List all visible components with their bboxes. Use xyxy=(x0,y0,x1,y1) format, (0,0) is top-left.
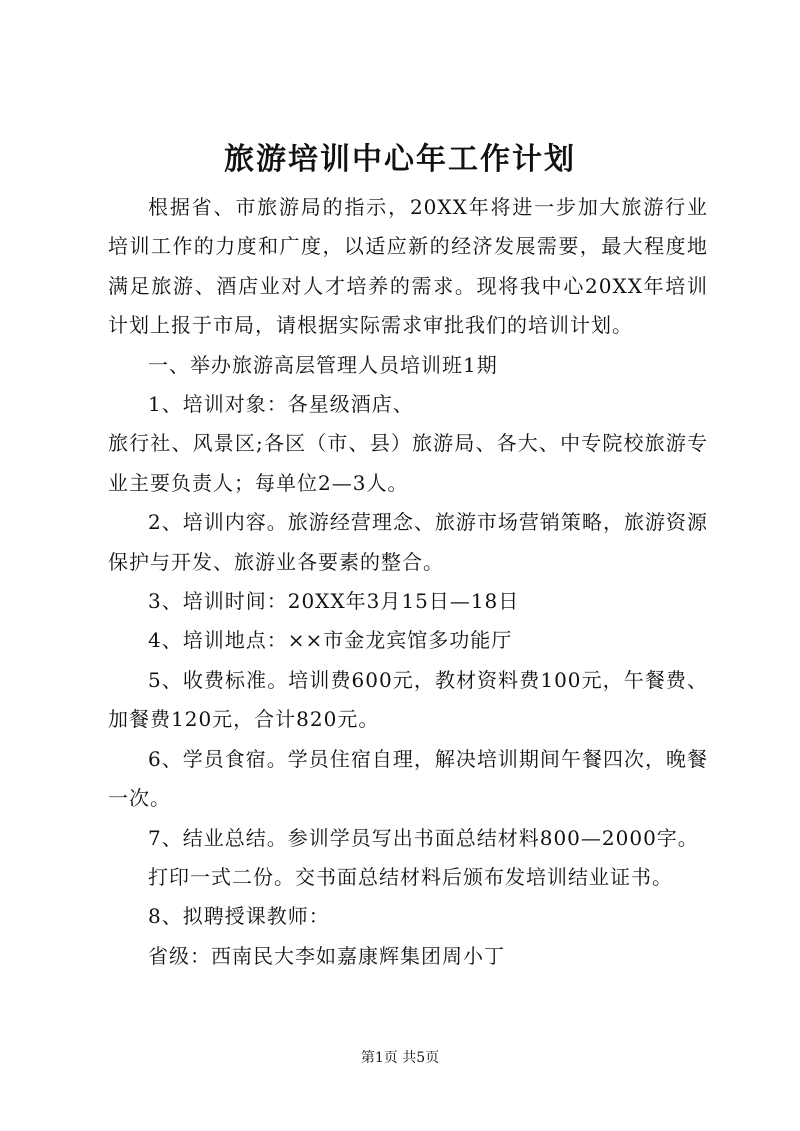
paragraph-item-3: 3、培训时间：20XX年3月15日—18日 xyxy=(148,589,520,614)
paragraph-item-1-continued: 旅行社、风景区;各区（市、县）旅游局、各大、中专院校旅游专业主要负责人；每单位2—3人。 xyxy=(108,431,708,495)
paragraph-item-7: 7、结业总结。参训学员写出书面总结材料800—2000字。 xyxy=(148,825,699,850)
paragraph-item-4: 4、培训地点：××市金龙宾馆多功能厅 xyxy=(148,628,513,653)
paragraph-item-5: 5、收费标准。培训费600元，教材资料费100元，午餐费、加餐费120元，合计820元。 xyxy=(108,667,708,732)
paragraph-item-8: 8、拟聘授课教师： xyxy=(148,904,330,929)
paragraph-item-6: 6、学员食宿。学员住宿自理，解决培训期间午餐四次，晚餐一次。 xyxy=(108,746,708,811)
paragraph-teachers: 省级：西南民大李如嘉康辉集团周小丁 xyxy=(148,943,505,968)
paragraph-intro: 根据省、市旅游局的指示，20XX年将进一步加大旅游行业培训工作的力度和广度，以适应新的经济发展需要，最大程度地满足旅游、酒店业对人才培养的需求。现将我中心20XX年培训计划上报于市局，请根据实际需求审批我们的培训计划。 xyxy=(108,195,708,338)
paragraph-item-2: 2、培训内容。旅游经营理念、旅游市场营销策略，旅游资源保护与开发、旅游业各要素的整合。 xyxy=(108,510,708,574)
document-title: 旅游培训中心年工作计划 xyxy=(224,142,576,177)
paragraph-section-1-heading: 一、举办旅游高层管理人员培训班1期 xyxy=(148,352,498,377)
paragraph-item-7-continued: 打印一式二份。交书面总结材料后颁布发培训结业证书。 xyxy=(148,864,673,889)
document-body xyxy=(108,188,708,976)
page-number-footer: 第1页 共5页 xyxy=(360,1050,440,1066)
paragraph-item-1: 1、培训对象：各星级酒店、 xyxy=(148,392,414,417)
